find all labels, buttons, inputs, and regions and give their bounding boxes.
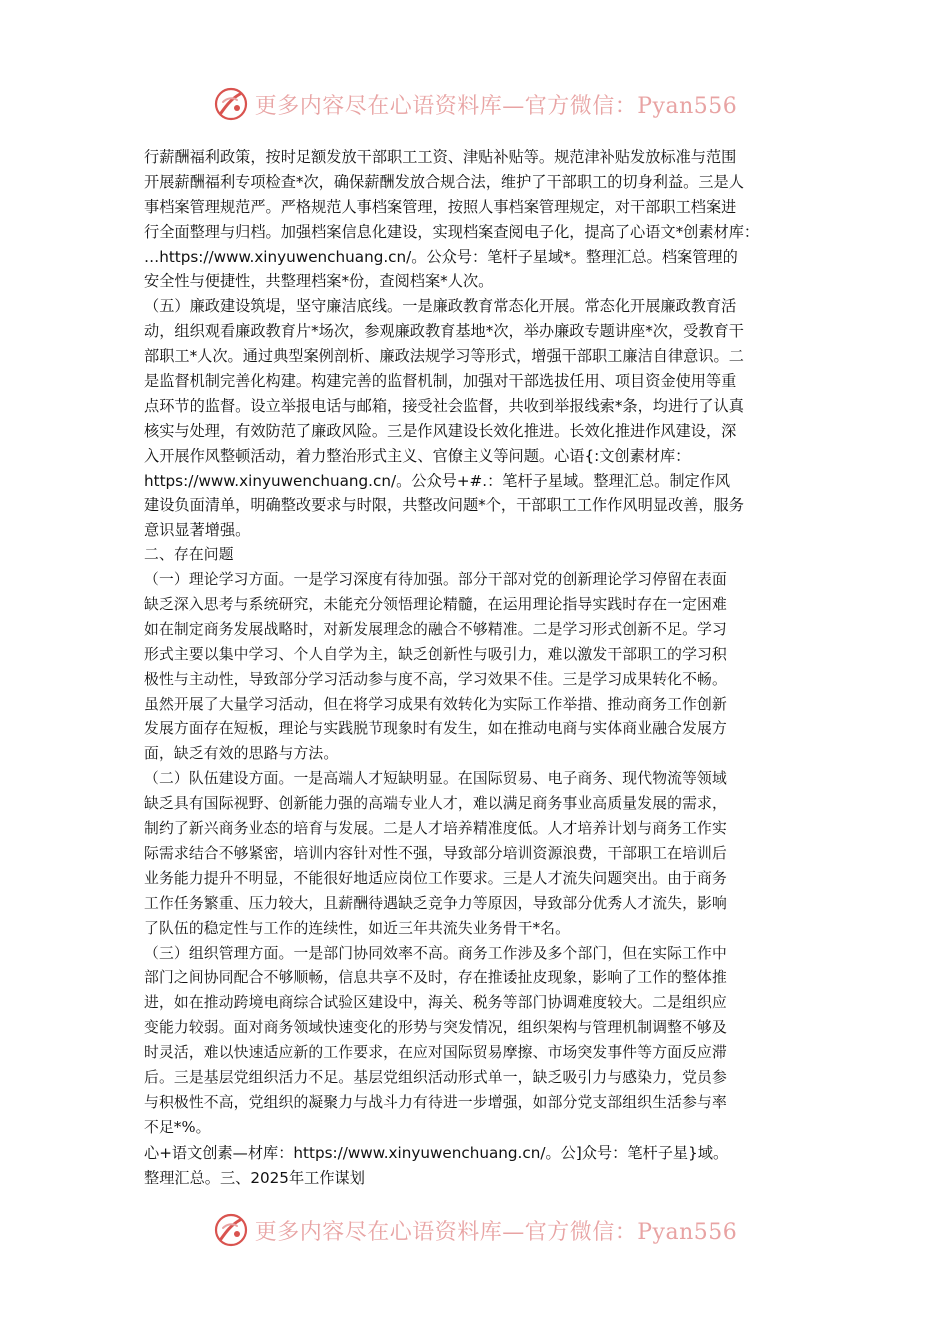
- text-line: 业务能力提升不明显，不能很好地适应岗位工作要求。三是人才流失问题突出。由于商务: [144, 869, 727, 887]
- text-line: （五）廉政建设筑堤，坚守廉洁底线。一是廉政教育常态化开展。常态化开展廉政教育活: [144, 297, 737, 316]
- text-line: 虽然开展了大量学习活动，但在将学习成果有效转化为实际工作举措、推动商务工作创新: [144, 695, 727, 713]
- text-line: 进，如在推动跨境电商综合试验区建设中，海关、税务等部门协调难度较大。二是组织应: [144, 994, 727, 1012]
- text-line: https://www.xinyuwenchuang.cn/。公众号+#.：笔杆子星域。整理汇总。制定作风: [144, 471, 731, 490]
- text-line: （三）组织管理方面。一是部门协同效率不高。商务工作涉及多个部门，但在实际工作中: [144, 944, 727, 962]
- text-line: 行薪酬福利政策，按时足额发放干部职工工资、津贴补贴等。规范津补贴发放标准与范围: [144, 148, 737, 166]
- watermark-banner-bottom: [0, 1208, 950, 1252]
- text-line: 部门之间协同配合不够顺畅，信息共享不及时，存在推诿扯皮现象，影响了工作的整体推: [144, 969, 727, 987]
- text-line: 整理汇总。三、2025年工作谋划: [144, 1168, 365, 1187]
- text-line: 工作任务繁重、压力较大，且薪酬待遇缺乏竞争力等原因，导致部分优秀人才流失，影响: [144, 894, 727, 912]
- text-line: 核实与处理，有效防范了廉政风险。三是作风建设长效化推进。长效化推进作风建设，深: [144, 421, 737, 440]
- logo-icon: [213, 1212, 249, 1248]
- text-line: 极性与主动性，导致部分学习活动参与度不高，学习效果不佳。三是学习成果转化不畅。: [144, 670, 727, 688]
- text-line: 发展方面存在短板，理论与实践脱节现象时有发生，如在推动电商与实体商业融合发展方: [144, 720, 727, 738]
- text-line: 心+语文创素—材库：https://www.xinyuwenchuang.cn/。公]众号：笔杆子星}域。: [144, 1143, 729, 1162]
- text-line: 时灵活，难以快速适应新的工作要求，在应对国际贸易摩擦、市场突发事件等方面反应滞: [144, 1044, 727, 1062]
- text-line: 点环节的监督。设立举报电话与邮箱，接受社会监督，共收到举报线索*条，均进行了认真: [144, 396, 744, 415]
- text-line: 缺乏具有国际视野、创新能力强的高端专业人才，难以满足商务事业高质量发展的需求，: [144, 795, 727, 813]
- text-line: （一）理论学习方面。一是学习深度有待加强。部分干部对党的创新理论学习停留在表面: [144, 571, 727, 589]
- text-line: 变能力较弱。面对商务领域快速变化的形势与突发情况，组织架构与管理机制调整不够及: [144, 1019, 727, 1037]
- text-line: 意识显著增强。: [144, 521, 251, 540]
- text-line: 面，缺乏有效的思路与方法。: [144, 745, 339, 763]
- text-line: 缺乏深入思考与系统研究，未能充分领悟理论精髓，在运用理论指导实践时存在一定困难: [144, 596, 727, 614]
- text-line: 动，组织观看廉政教育片*场次，参观廉政教育基地*次，举办廉政专题讲座*次，受教育干: [144, 322, 744, 341]
- text-line: 形式主要以集中学习、个人自学为主，缺乏创新性与吸引力，难以激发干部职工的学习积: [144, 645, 727, 663]
- text-line: 是监督机制完善化构建。构建完善的监督机制，加强对干部选拔任用、项目资金使用等重: [144, 372, 737, 391]
- text-line: 建设负面清单，明确整改要求与时限，共整改问题*个，干部职工工作作风明显改善，服务: [144, 496, 744, 515]
- watermark-banner-top: [0, 82, 950, 126]
- document-body: [144, 145, 816, 1190]
- text-line: （二）队伍建设方面。一是高端人才短缺明显。在国际贸易、电子商务、现代物流等领域: [144, 770, 727, 788]
- text-line: 入开展作风整顿活动，着力整治形式主义、官僚主义等问题。心语{:文创素材库：: [144, 446, 691, 465]
- text-line: 二、存在问题: [144, 546, 234, 564]
- text-line: 开展薪酬福利专项检查*次，确保薪酬发放合规合法，维护了干部职工的切身利益。三是人: [144, 172, 744, 191]
- text-line: 部职工*人次。通过典型案例剖析、廉政法规学习等形式，增强干部职工廉洁自律意识。二: [144, 347, 744, 366]
- text-line: 如在制定商务发展战略时，对新发展理念的融合不够精准。二是学习形式创新不足。学习: [144, 620, 727, 638]
- text-line: 际需求结合不够紧密，培训内容针对性不强，导致部分培训资源浪费，干部职工在培训后: [144, 844, 727, 862]
- text-line: …https://www.xinyuwenchuang.cn/。公众号：笔杆子星域*。整理汇总。档案管理的: [144, 247, 738, 266]
- text-line: 了队伍的稳定性与工作的连续性，如近三年共流失业务骨干*名。: [144, 919, 571, 937]
- text-line: 行全面整理与归档。加强档案信息化建设，实现档案查阅电子化，提高了心语文*创素材库：: [144, 222, 760, 241]
- text-line: 后。三是基层党组织活力不足。基层党组织活动形式单一，缺乏吸引力与感染力，党员参: [144, 1068, 727, 1086]
- watermark-text-top: 更多内容尽在心语资料库—官方微信：Pyan556: [254, 93, 738, 119]
- text-line: 制约了新兴商务业态的培育与发展。二是人才培养精准度低。人才培养计划与商务工作实: [144, 820, 727, 838]
- text-line: 不足*%。: [144, 1118, 211, 1136]
- text-line: 事档案管理规范严。严格规范人事档案管理，按照人事档案管理规定，对干部职工档案进: [144, 197, 737, 216]
- logo-icon: [213, 86, 249, 122]
- watermark-text-bottom: 更多内容尽在心语资料库—官方微信：Pyan556: [254, 1219, 738, 1245]
- text-line: 与积极性不高，党组织的凝聚力与战斗力有待进一步增强，如部分党支部组织生活参与率: [144, 1093, 727, 1111]
- text-line: 安全性与便捷性，共整理档案*份，查阅档案*人次。: [144, 272, 494, 291]
